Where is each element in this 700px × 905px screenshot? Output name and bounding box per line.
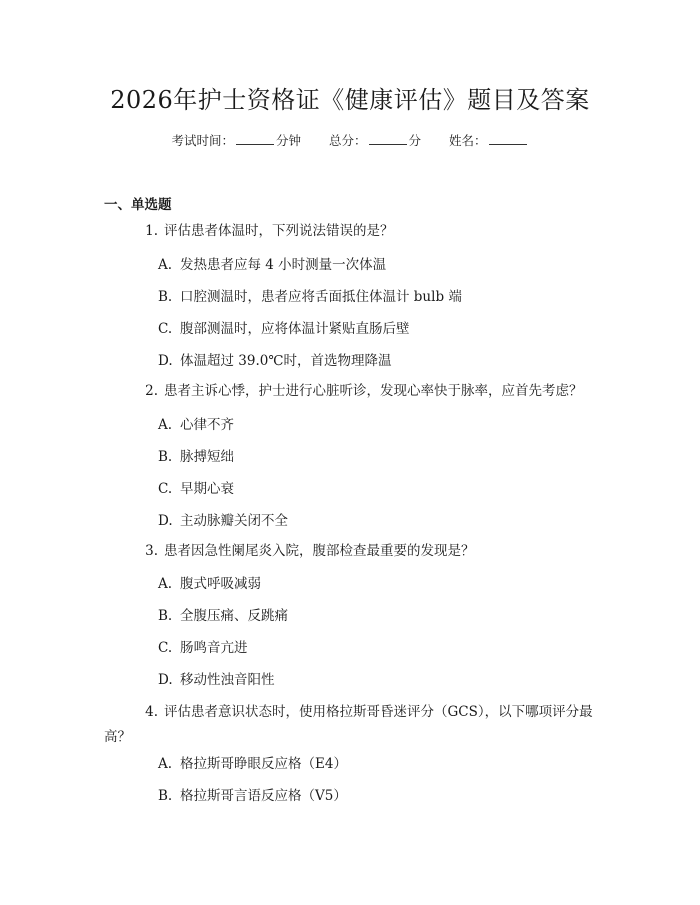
option-1b [158,287,462,307]
question-number: 3. [145,543,158,559]
option-3a [158,574,261,594]
exam-time-blank [236,134,274,145]
exam-meta [0,131,700,149]
name-blank [489,134,527,145]
option-text: 肠鸣音亢进 [180,640,248,656]
option-text: 脉搏短绌 [180,449,234,465]
option-letter: B. [158,608,173,624]
total-score-field [329,131,421,149]
option-letter: D. [158,353,173,369]
question-1 [104,219,604,244]
option-2c [158,479,234,499]
question-number: 1. [145,223,158,239]
question-text: 评估患者意识状态时，使用格拉斯哥昏迷评分（GCS），以下哪项评分最高？ [104,704,593,745]
option-letter: C. [158,640,173,656]
question-text: 评估患者体温时，下列说法错误的是？ [164,223,394,239]
question-text: 患者因急性阑尾炎入院，腹部检查最重要的发现是？ [164,543,475,559]
option-1a [158,255,386,275]
option-letter: A. [158,257,173,273]
total-score-blank [369,134,407,145]
option-text: 格拉斯哥睁眼反应格（E4） [180,756,347,772]
page-title: 2026年护士资格证《健康评估》题目及答案 [110,86,590,114]
option-text: 腹部测温时，应将体温计紧贴直肠后壁 [180,321,410,337]
option-text: 格拉斯哥言语反应格（V5） [180,788,347,804]
option-text: 腹式呼吸减弱 [180,576,261,592]
section-heading: 一、单选题 [104,197,172,213]
option-text: 全腹压痛、反跳痛 [180,608,288,624]
exam-time-label: 考试时间： [171,133,234,148]
question-number: 4. [145,704,158,720]
name-label: 姓名： [449,133,487,148]
option-letter: D. [158,672,173,688]
option-text: 体温超过 39.0℃时，首选物理降温 [180,353,392,369]
option-letter: A. [158,756,173,772]
name-field [449,131,529,149]
question-4 [104,700,604,750]
option-1d [158,351,391,371]
option-2d [158,511,288,531]
option-2a [158,415,234,435]
option-letter: B. [158,289,173,305]
total-score-label: 总分： [328,133,367,148]
option-3c [158,638,248,658]
option-letter: A. [158,417,173,433]
option-text: 口腔测温时，患者应将舌面抵住体温计 bulb 端 [180,289,462,305]
question-2 [104,379,624,404]
option-letter: B. [158,449,173,465]
option-text: 心律不齐 [180,417,234,433]
question-number: 2. [145,383,158,399]
option-3d [158,670,275,690]
option-letter: A. [158,576,173,592]
total-score-unit: 分 [408,133,422,148]
option-4b [158,786,347,806]
exam-time-unit: 分钟 [275,133,301,148]
option-3b [158,606,288,626]
option-letter: C. [158,481,173,497]
option-1c [158,319,410,339]
question-3 [104,539,604,564]
option-text: 移动性浊音阳性 [180,672,275,688]
option-4a [158,754,347,774]
question-text: 患者主诉心悸，护士进行心脏听诊，发现心率快于脉率，应首先考虑？ [164,383,583,399]
option-2b [158,447,234,467]
option-text: 早期心衰 [180,481,234,497]
option-text: 发热患者应每 4 小时测量一次体温 [180,257,387,273]
option-letter: B. [158,788,173,804]
option-text: 主动脉瓣关闭不全 [180,513,288,529]
exam-time-field [171,131,301,149]
option-letter: C. [158,321,173,337]
option-letter: D. [158,513,173,529]
